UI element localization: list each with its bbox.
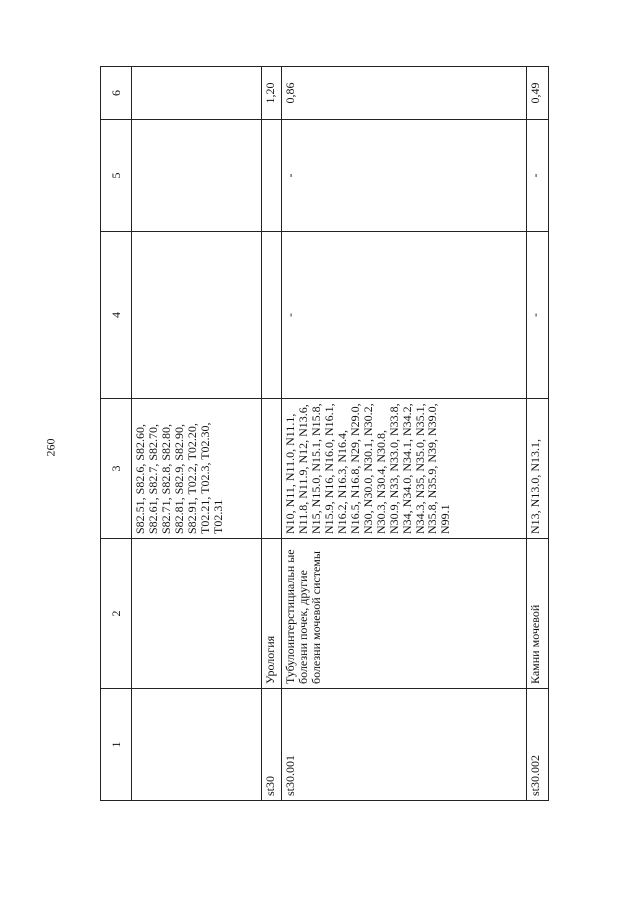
header-cell-5: 5 [101,120,132,232]
table-row [527,67,549,801]
row-name: Урология [262,539,282,689]
row-code: st30.001 [282,689,527,801]
table-row [132,67,262,801]
row-icd-codes: N10, N11, N11.0, N11.1, N11.8, N11.9, N12, N13.6, N15, N15.0, N15.1, N15.8, N15.9, N16, N16.0, N16.1, N16.2, N16.3, N16.4, N16.5, N16.8, N29, N29.0, N30, N30.0, N30.1, N30.2, N30.3, N30.4, N30.8, N30.9, N33, N33.0, N33.8, N34, N34.0, N34.1, N34.2, N34.3, N35, N35.0, N35.1, N35.8, N35.9, N39, N39.0, N99.1 [282,399,527,539]
row-icd-codes [262,399,282,539]
header-cell-3: 3 [101,399,132,539]
header-row [101,67,132,801]
header-cell-1: 1 [101,689,132,801]
row-col4 [132,232,262,399]
row-name: Тубулоинтерстициальн ые болезни почек, другие болезни мочевой системы [282,539,527,689]
header-cell-4: 4 [101,232,132,399]
row-coefficient: 0,86 [282,67,527,120]
rotated-table-container [100,67,547,801]
row-code: st30 [262,689,282,801]
row-col5: - [282,120,527,232]
row-code: st30.002 [527,689,549,801]
table-row [282,67,527,801]
row-col4: - [527,232,549,399]
row-name [132,539,262,689]
row-coefficient: 1,20 [262,67,282,120]
header-cell-2: 2 [101,539,132,689]
table-rotated-view [100,67,547,801]
row-name: Камни мочевой [527,539,549,689]
table-row [262,67,282,801]
row-col4 [262,232,282,399]
row-code [132,689,262,801]
row-col4: - [282,232,527,399]
row-coefficient: 0,49 [527,67,549,120]
row-col5 [262,120,282,232]
row-col5: - [527,120,549,232]
row-coefficient [132,67,262,120]
row-col5 [132,120,262,232]
tariff-table [100,66,549,801]
header-cell-6: 6 [101,67,132,120]
row-icd-codes: N13, N13.0, N13.1, [527,399,549,539]
row-icd-codes: S82.51, S82.6, S82.60, S82.61, S82.7, S82.70, S82.71, S82.8, S82.80, S82.81, S82.9, S82.90, S82.91, T02.2, T02.20, T02.21, T02.3, T02.30, T02.31 [132,399,262,539]
page-number: 260 [43,438,58,457]
